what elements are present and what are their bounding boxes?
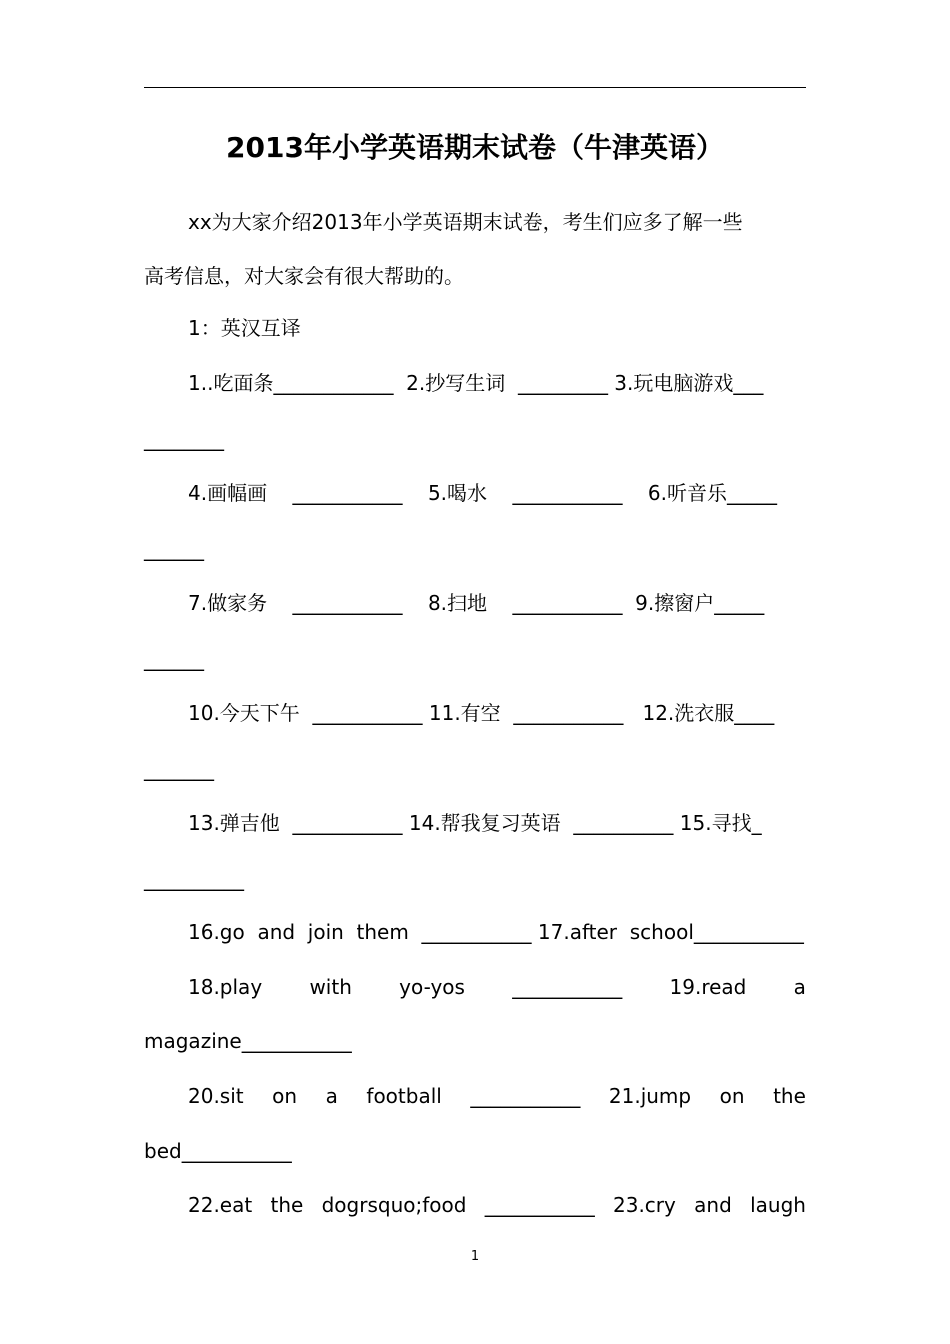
answer-blank: ___________ [512,975,623,999]
page-title: 2013年小学英语期末试卷（牛津英语） [226,131,724,164]
header-rule [144,87,806,88]
exercise-row-continuation: bed___________ [144,1139,292,1163]
word: 22.eat [188,1193,253,1217]
exercise-row-justified [144,1082,806,1110]
word: and [694,1193,732,1217]
word: 19.read [669,975,747,999]
word: a [793,975,806,999]
exercise-row: 10.今天下午 ___________ 11.有空 ___________ 12.洗衣服____ [188,701,775,725]
page-number: 1 [470,1249,480,1264]
section-heading: 1：英汉互译 [188,316,301,340]
word: 21.jump [608,1084,692,1108]
word: 20.sit [188,1084,244,1108]
word: laugh [750,1193,806,1217]
exercise-row: 16.go and join them ___________ 17.after school___________ [188,920,804,944]
word: with [309,975,352,999]
exercise-row: 7.做家务 ___________ 8.扫地 ___________ 9.擦窗户_____ [188,591,765,615]
word: dogrsquo;food [321,1193,467,1217]
word: on [719,1084,745,1108]
answer-blank: ___________ [484,1193,595,1217]
exercise-row: 4.画幅画 ___________ 5.喝水 ___________ 6.听音乐_____ [188,481,777,505]
intro-line-2: 高考信息，对大家会有很大帮助的。 [144,264,464,288]
word: yo-yos [399,975,465,999]
word: 23.cry [613,1193,676,1217]
exercise-row-continuation: ______ [144,647,204,671]
exercise-row-continuation: __________ [144,867,244,891]
exercise-row-continuation: _______ [144,757,214,781]
exercise-row-justified [144,973,806,1001]
word: on [272,1084,298,1108]
word: 18.play [188,975,263,999]
answer-blank: ___________ [470,1084,581,1108]
exercise-row: 1..吃面条____________ 2.抄写生词 _________ 3.玩电脑游戏___ [188,371,764,395]
word: the [270,1193,304,1217]
exercise-row-continuation: ______ [144,537,204,561]
exercise-row: 13.弹吉他 ___________ 14.帮我复习英语 __________ 15.寻找_ [188,811,762,835]
word: a [325,1084,338,1108]
word: the [773,1084,806,1108]
intro-line-1: xx为大家介绍2013年小学英语期末试卷，考生们应多了解一些 [188,210,743,234]
exercise-row-continuation: ________ [144,427,224,451]
word: football [366,1084,442,1108]
exercise-row-continuation: magazine___________ [144,1029,352,1053]
exercise-row-justified [144,1191,806,1219]
